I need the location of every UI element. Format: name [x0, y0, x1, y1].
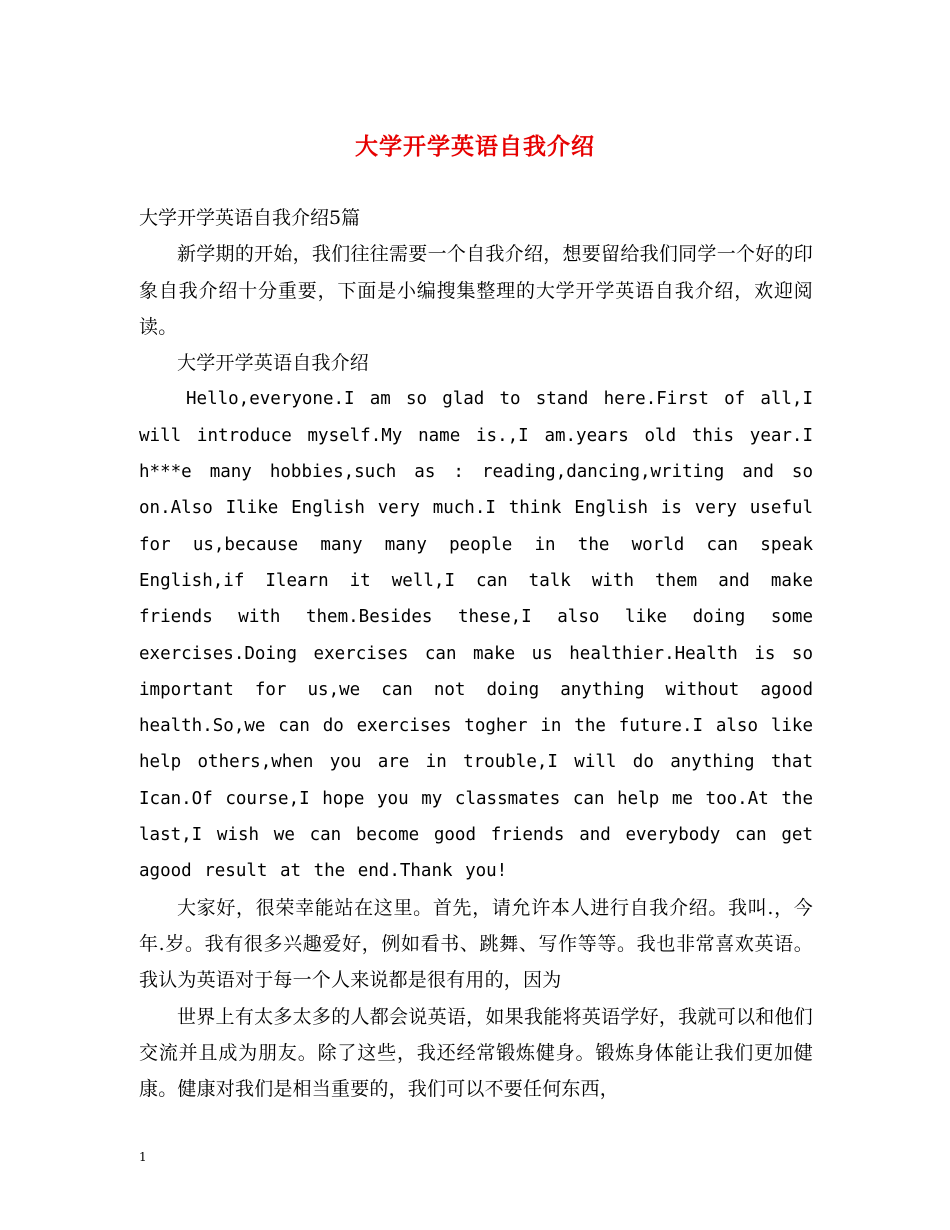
intro-paragraph: 新学期的开始，我们往往需要一个自我介绍，想要留给我们同学一个好的印象自我介绍十分重要，下面是小编搜集整理的大学开学英语自我介绍，欢迎阅读。 [139, 243, 813, 338]
document-body [139, 200, 813, 1107]
english-self-introduction: Hello,everyone.I am so glad to stand here.First of all,I will introduce myself.My name is.,I am.years old this year.I h***e many hobbies,such as : reading,dancing,writing and so on.Also Ilike English very much.I think English is very useful for us,because many many people in the world can speak English,if Ilearn it well,I can talk with them and make friends with them.Besides these,I also like doing some exercises.Doing exercises can make us healthier.Health is so important for us,we can not doing anything without agood health.So,we can do exercises togher in the future.I also like help others,when you are in trouble,I will do anything that Ican.Of course,I hope you my classmates can help me too.At the last,I wish we can become good friends and everybody can get agood result at the end.Thank you! [139, 389, 813, 882]
document-title: 大学开学英语自我介绍 [355, 133, 595, 160]
chinese-translation-paragraph-1: 大家好，很荣幸能站在这里。首先，请允许本人进行自我介绍。我叫.，今年.岁。我有很多兴趣爱好，例如看书、跳舞、写作等等。我也非常喜欢英语。我认为英语对于每一个人来说都是很有用的，因为 [139, 896, 813, 992]
section-heading: 大学开学英语自我介绍 [177, 352, 370, 375]
document-subtitle: 大学开学英语自我介绍5篇 [139, 207, 361, 229]
chinese-translation-paragraph-2: 世界上有太多太多的人都会说英语，如果我能将英语学好，我就可以和他们交流并且成为朋友。除了这些，我还经常锻炼健身。锻炼身体能让我们更加健康。健康对我们是相当重要的，我们可以不要任何东西， [139, 1005, 813, 1101]
page-number: 1 [139, 1150, 147, 1164]
